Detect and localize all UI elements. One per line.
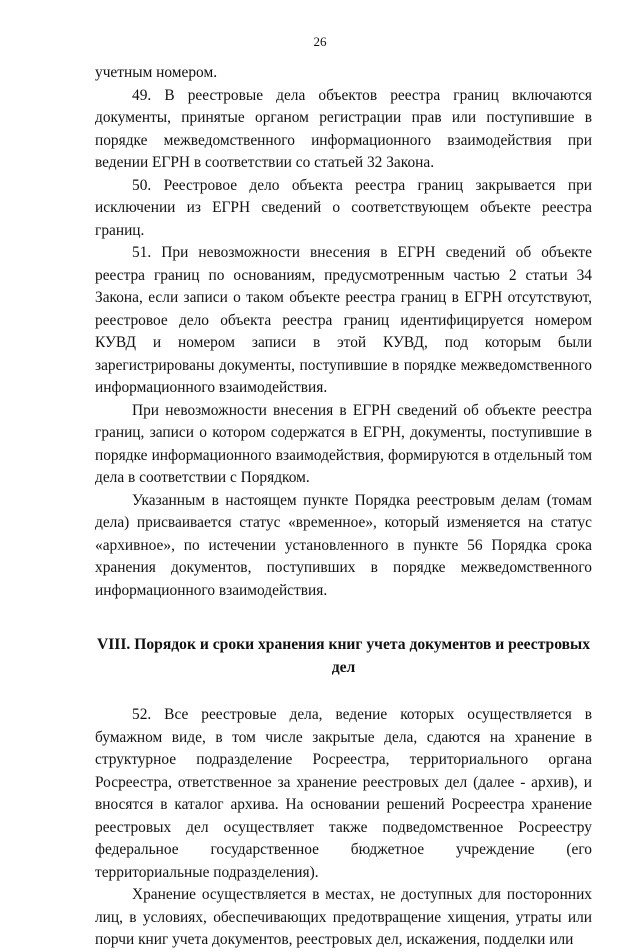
paragraph-52-part-2: Хранение осуществляется в местах, не доступных для посторонних лиц, в условиях, обеспечивающих предотвращение хищения, утраты или порчи книг учета документов, реестровых дел, искажения, подделки или xyxy=(95,886,592,948)
paragraph-50: 50. Реестровое дело объекта реестра границ закрывается при исключении из ЕГРН сведений о соответствующем объекте реестра границ. xyxy=(95,176,592,239)
paragraph-continuation: учетным номером. xyxy=(95,64,218,81)
paragraph-51-part-3: Указанным в настоящем пункте Порядка реестровым делам (томам дела) присваивается статус «временное», который изменяется на статус «архивное», по истечении установленного в пункте 56 Порядка срока хранения документов, поступивших в порядке межведомственного информационного взаимодействия. xyxy=(95,491,592,599)
paragraph-52: 52. Все реестровые дела, ведение которых осуществляется в бумажном виде, в том числе закрытые дела, сдаются на хранение в структурное подразделение Росреестра, территориального органа Росреестра, ответственное за хранение реестровых дел (далее - архив), и вносятся в каталог архива. На основании решений Росреестра хранение реестровых дел осуществляет также подведомственное Росреестру федеральное государственное бюджетное учреждение (его территориальные подразделения). xyxy=(95,706,592,881)
page-number: 26 xyxy=(313,34,327,49)
paragraph-49: 49. В реестровые дела объектов реестра границ включаются документы, принятые органом регистрации прав или поступившие в порядке межведомственного информационного взаимодействия при ведении ЕГРН в соответствии со статьей 32 Закона. xyxy=(95,86,592,171)
paragraph-51-part-2: При невозможности внесения в ЕГРН сведений об объекте реестра границ, записи о котором содержатся в ЕГРН, документы, поступившие в порядке информационного взаимодействия, формируются в отдельный том дела в соответствии с Порядком. xyxy=(95,401,592,486)
document-body xyxy=(95,62,592,952)
paragraph-51: 51. При невозможности внесения в ЕГРН сведений об объекте реестра границ по основаниям, предусмотренным частью 2 статьи 34 Закона, если записи о таком объекте реестра границ в ЕГРН отсутствуют, реестровое дело объекта реестра границ идентифицируется номером КУВД и номером записи в этой КУВД, под которым были зарегистрированы документы, поступившие в порядке межведомственного информационного взаимодействия. xyxy=(95,244,592,396)
section-heading: VIII. Порядок и сроки хранения книг учета документов и реестровых дел xyxy=(96,636,591,676)
